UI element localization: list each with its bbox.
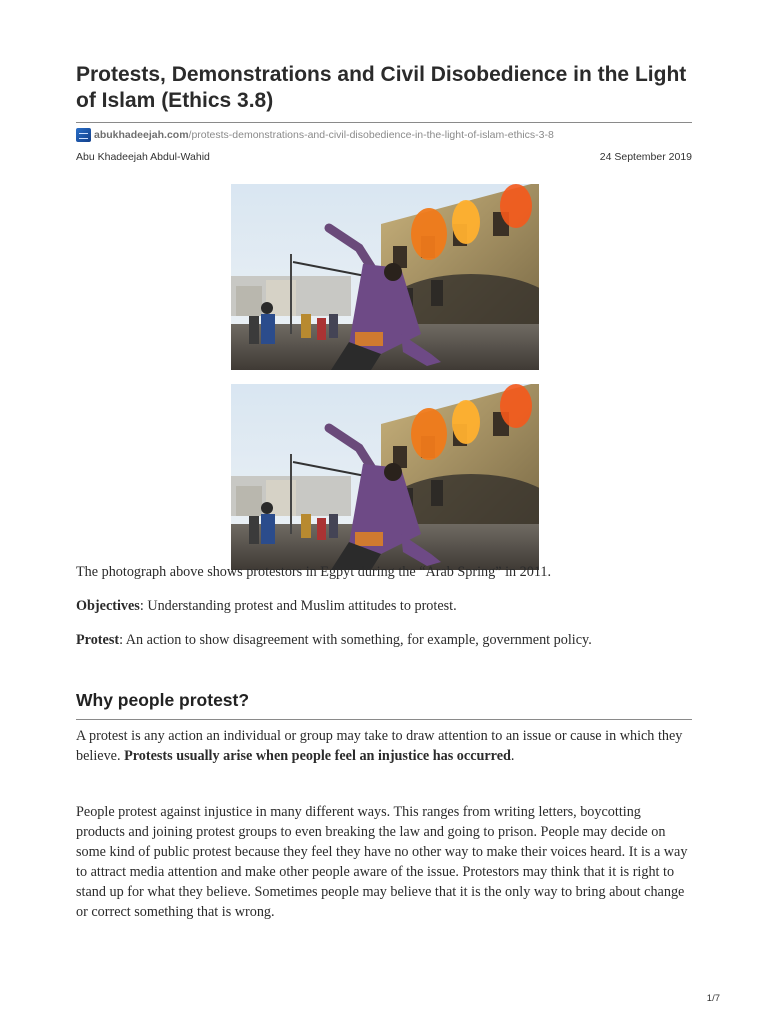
title-divider (76, 122, 692, 123)
protest-definition (76, 630, 692, 650)
p1-text: A protest is any action an individual or group may take to draw attention to an issue or cause in which they believe. (76, 728, 683, 764)
section-paragraph-2: People protest against injustice in many different ways. This ranges from writing letters, boycotting products and joining protest groups to even breaking the law and going to prison. People may decide on some kind of public protest because they feel they have no other way to make their voices heard. It is a way to attract media attention and make other people aware of the issue. Protestors may think that it is right to stand up for what they believe. Sometimes people may believe that it is the only way to bring about change or correct something that is wrong. (76, 804, 688, 920)
section-divider (76, 719, 692, 720)
objectives-text: : Understanding protest and Muslim attitudes to protest. (139, 598, 457, 614)
page-number: 1/7 (706, 993, 720, 1004)
author-name: Abu Khadeejah Abdul-Wahid (76, 151, 210, 163)
page-title: Protests, Demonstrations and Civil Disobedience in the Light of Islam (Ethics 3.8) (76, 63, 687, 112)
protest-text: : An action to show disagreement with something, for example, government policy. (119, 632, 592, 648)
protest-photo (231, 184, 539, 370)
publish-date: 24 September 2019 (599, 151, 692, 163)
meta-row (76, 151, 692, 163)
objectives-label: Objectives (76, 598, 140, 614)
site-favicon-icon (76, 128, 91, 142)
section-paragraph-1 (76, 726, 692, 766)
protest-photo-duplicate (231, 384, 539, 570)
p1-end: . (510, 748, 515, 764)
source-domain[interactable]: abukhadeejah.com (94, 129, 189, 141)
objectives-paragraph (76, 596, 692, 616)
protest-photo-graphic (231, 184, 539, 370)
p1-bold: Protests usually arise when people feel an injustice has occurred (124, 748, 511, 764)
protest-photo-graphic (231, 384, 539, 570)
section-heading: Why people protest? (76, 690, 250, 710)
document-header (76, 62, 692, 163)
source-path[interactable]: /protests-demonstrations-and-civil-disobedience-in-the-light-of-islam-ethics-3-8 (188, 129, 554, 141)
source-line[interactable] (76, 128, 692, 142)
protest-label: Protest (76, 632, 120, 648)
photo-caption: The photograph above shows protestors in Egpyt during the “Arab Spring” in 2011. (76, 564, 552, 580)
